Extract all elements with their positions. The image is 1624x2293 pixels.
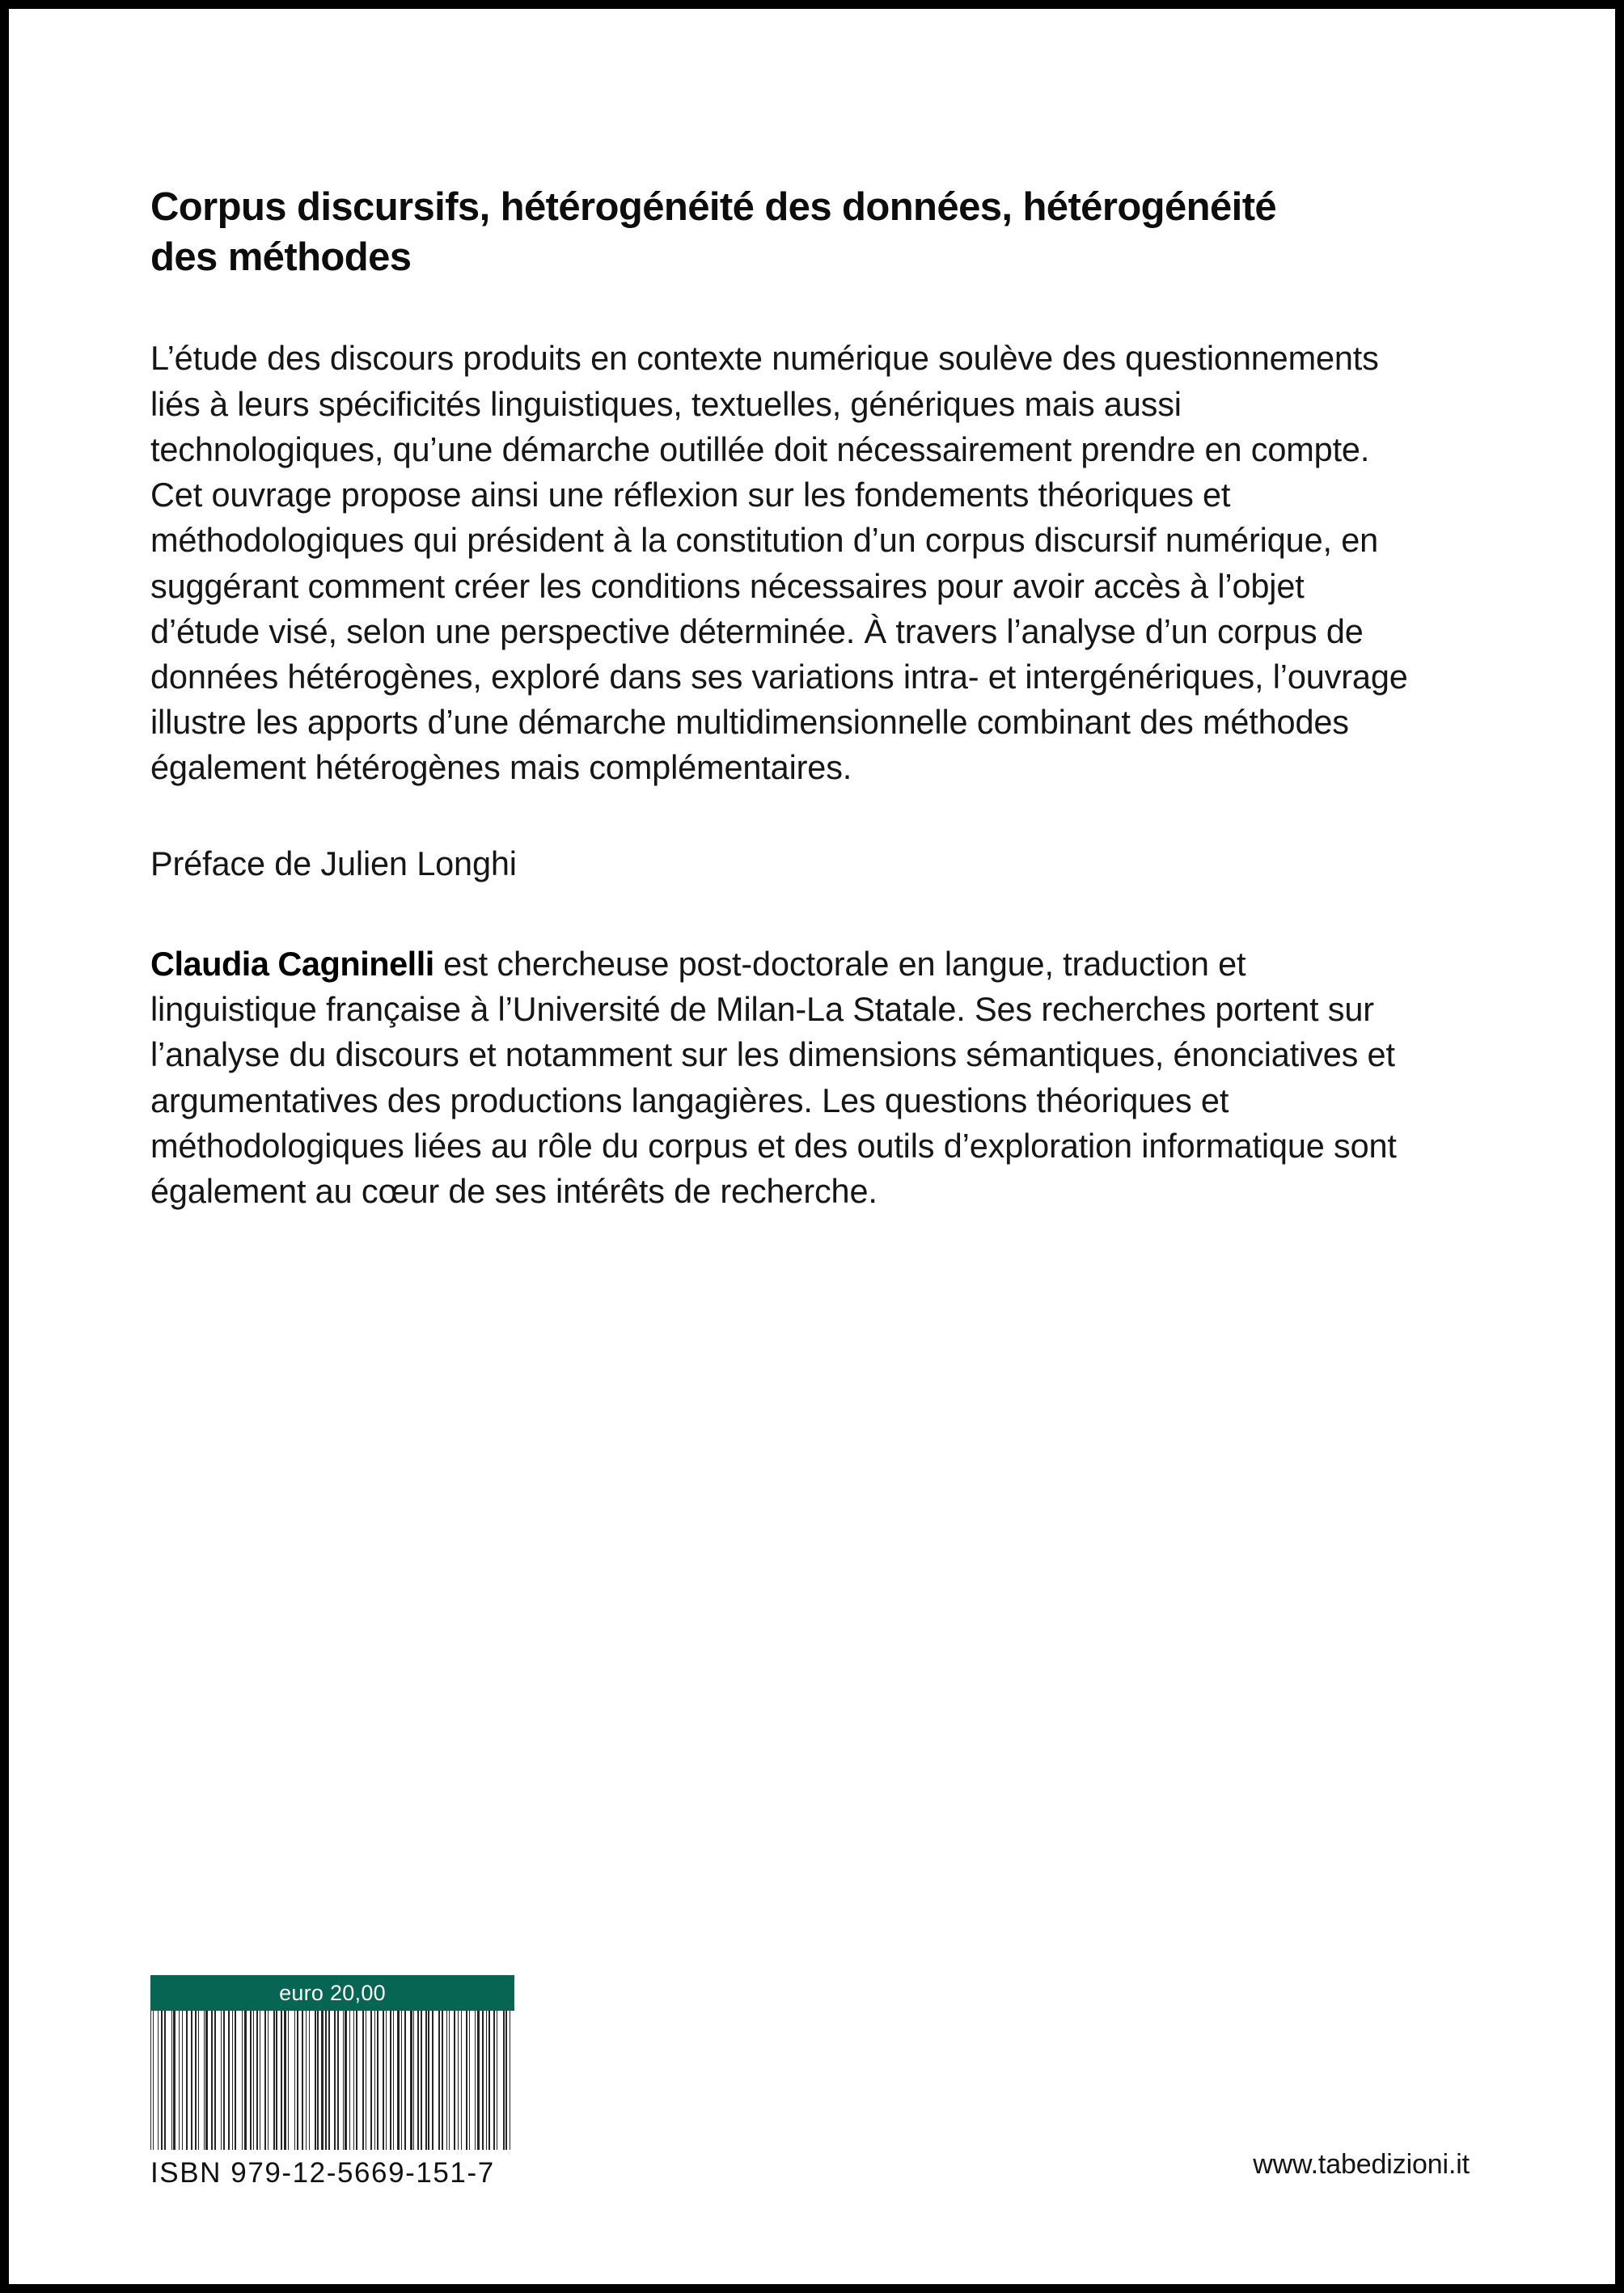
author-bio-text: est chercheuse post-doctorale en langue, traduction et linguistique française à l’Université de Milan-La Statale. Ses recherches portent sur l’analyse du discours et notamment sur les dimensions sémantiques, énonciatives et argumentatives des productions langagières. Les questions théoriques et méthodologiques liées au rôle du corpus et des outils d’exploration informatique sont également au cœur de ses intérêts de recherche. <box>150 944 1397 1210</box>
cover-text-column <box>150 9 1412 1214</box>
author-name: Claudia Cagninelli <box>150 944 434 983</box>
publisher-url: www.tabedizioni.it <box>1253 2149 1470 2180</box>
preface-credit: Préface de Julien Longhi <box>150 844 517 882</box>
price-label: euro 20,00 <box>279 1980 386 2005</box>
author-bio <box>150 941 1412 1214</box>
isbn-label: ISBN 979-12-5669-151-7 <box>150 2157 495 2189</box>
barcode-block <box>150 1975 514 2189</box>
page-title: Corpus discursifs, hétérogénéité des données, hétérogénéité des méthodes <box>150 185 1277 279</box>
barcode-bars <box>150 2011 514 2150</box>
book-description: L’étude des discours produits en contexte numérique soulève des questionnements liés à leurs spécificités linguistiques, textuelles, génériques mais aussi technologiques, qu’une démarche outillée doit nécessairement prendre en compte. Cet ouvrage propose ainsi une réflexion sur les fondements théoriques et méthodologiques qui président à la constitution d’un corpus discursif numérique, en suggérant comment créer les conditions nécessaires pour avoir accès à l’objet d’étude visé, selon une perspective déterminée. À travers l’analyse d’un corpus de données hétérogènes, exploré dans ses variations intra- et intergénériques, l’ouvrage illustre les apports d’une démarche multidimensionnelle combinant des méthodes également hétérogènes mais complémentaires. <box>150 339 1408 787</box>
barcode-bar <box>510 2011 514 2150</box>
price-band <box>150 1975 514 2011</box>
